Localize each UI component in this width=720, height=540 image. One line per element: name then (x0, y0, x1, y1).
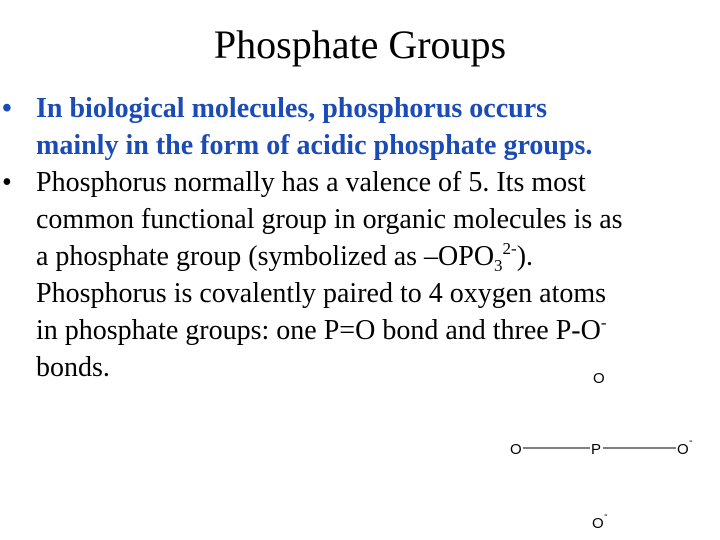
bullet-line-formula (36, 238, 708, 275)
bullet-list (0, 90, 720, 386)
bullet-line-bonds (36, 312, 708, 349)
oxygen-top-label: O (593, 370, 605, 387)
bullet-line: mainly in the form of acidic phosphate groups. (36, 130, 593, 161)
bullet-line: common functional group in organic molecules is as (36, 204, 623, 235)
bullet-line: Phosphorus is covalently paired to 4 oxygen atoms (36, 278, 607, 309)
oxygen-right-charge: - (689, 435, 693, 447)
oxygen-right-label: O (677, 441, 689, 458)
bullet-item-phosphorus-valence (0, 164, 708, 386)
formula-prefix: a phosphate group (symbolized as –OPO (36, 241, 495, 272)
formula-suffix: ). (516, 241, 534, 272)
slide-title: Phosphate Groups (213, 22, 507, 67)
oxygen-bottom-label: O (592, 515, 604, 532)
bullet-line: bonds. (36, 352, 110, 383)
bonds-superscript: - (600, 313, 607, 332)
oxygen-left-label: O (510, 441, 522, 458)
formula-subscript: 3 (494, 256, 503, 275)
bonds-text: in phosphate groups: one P=O bond and three P-O (36, 315, 601, 346)
bullet-marker: • (2, 93, 12, 124)
bullet-line: Phosphorus normally has a valence of 5. Its most (36, 167, 586, 198)
formula-superscript: 2- (502, 239, 517, 258)
bullet-line: In biological molecules, phosphorus occurs (36, 93, 548, 124)
bullet-item-phosphorus-occurrence (0, 90, 708, 164)
oxygen-bottom-charge: - (604, 509, 608, 521)
bullet-marker: • (2, 167, 12, 198)
phosphorus-label: P (591, 441, 602, 458)
